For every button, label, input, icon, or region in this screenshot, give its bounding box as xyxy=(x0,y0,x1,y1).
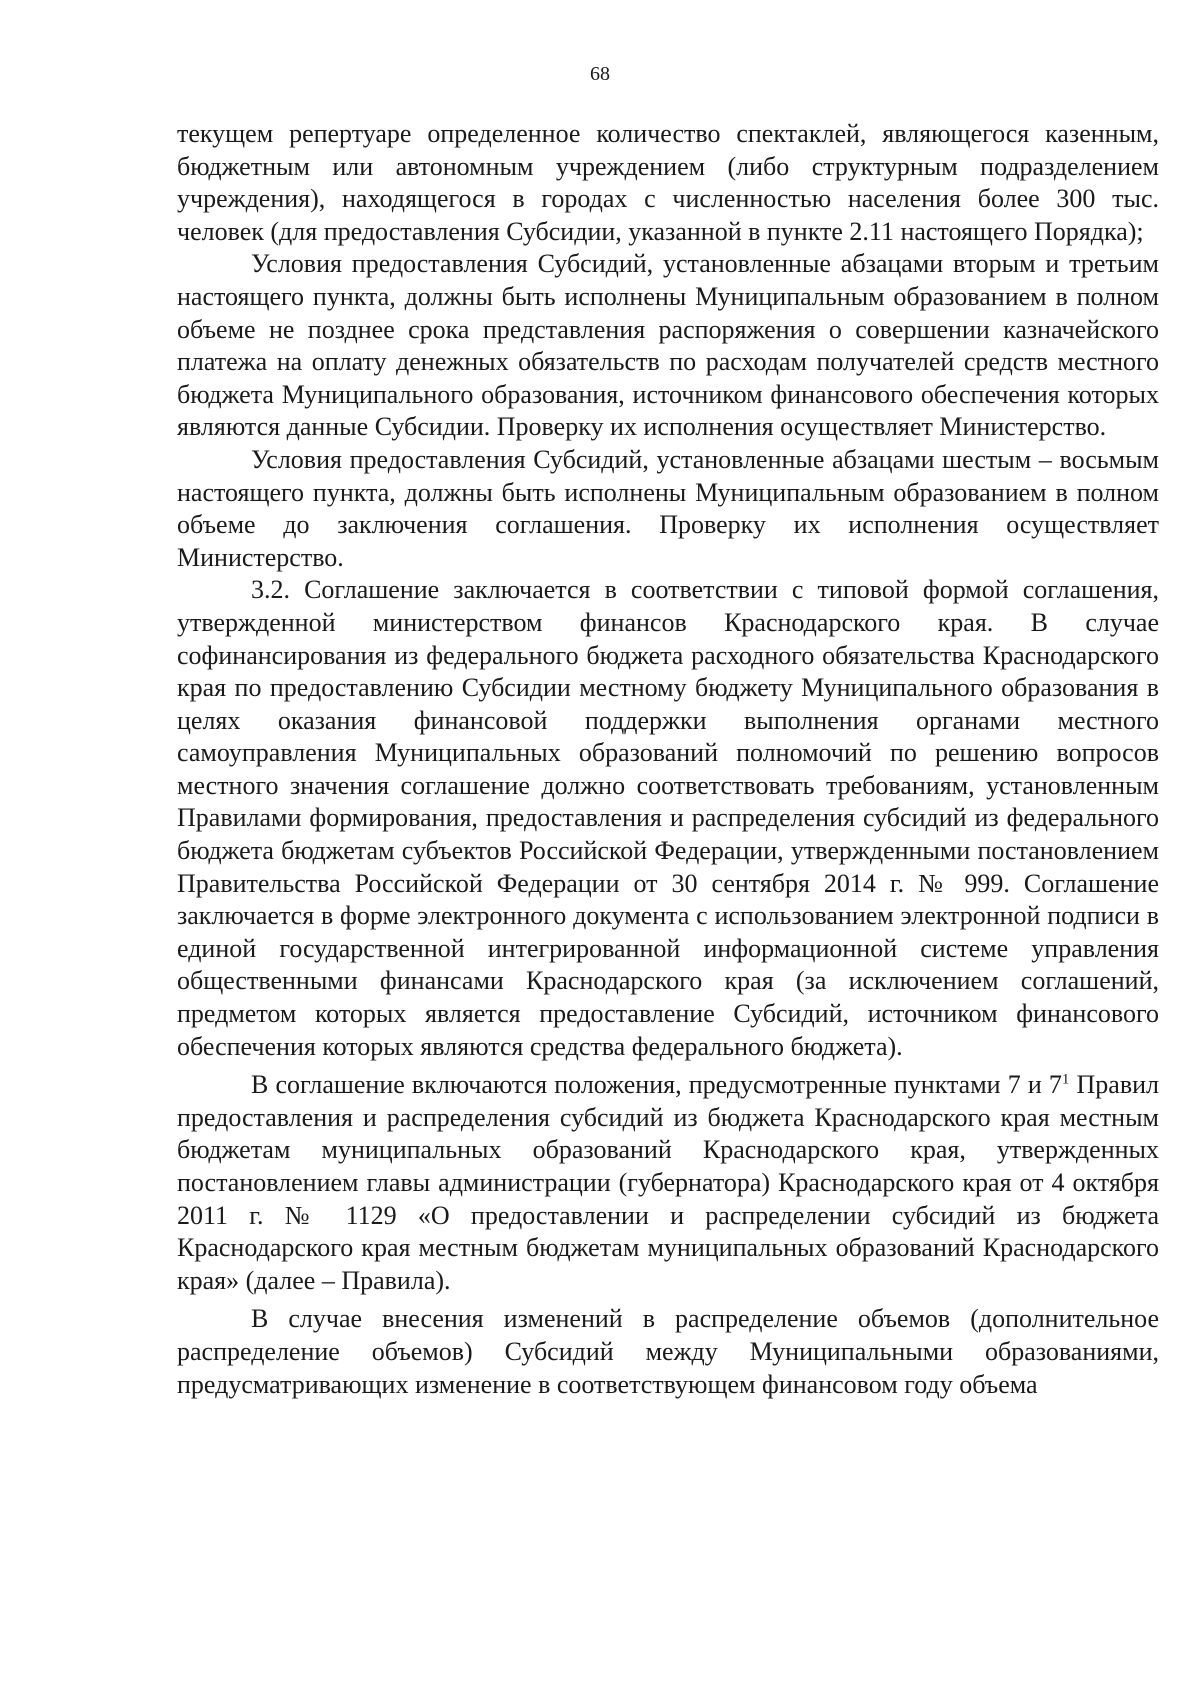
page-number: 68 xyxy=(590,63,610,85)
paragraph-6: В случае внесения изменений в распределение объемов (дополнительное распределение объемов) Субсидий между Муниципальными образованиями, предусматривающих изменение в соответствующем финансовом году объема xyxy=(177,1304,1159,1399)
paragraph-2: Условия предоставления Субсидий, установленные абзацами вторым и третьим настоящего пункта, должны быть исполнены Муниципальным образованием в полном объеме не позднее срока представления распоряжения о совершении казначейского платежа на оплату денежных обязательств по расходам получателей средств местного бюджета Муниципального образования, источником финансового обеспечения которых являются данные Субсидии. Проверку их исполнения осуществляет Министерство. xyxy=(177,249,1159,442)
document-body xyxy=(177,118,1159,1401)
paragraph-5-text: В соглашение включаются положения, предусмотренные пунктами 7 и 7 xyxy=(251,1070,1062,1100)
paragraph-1: текущем репертуаре определенное количество спектаклей, являющегося казенным, бюджетным или автономным учреждением (либо структурным подразделением учреждения), находящегося в городах с численностью населения более 300 тыс. человек (для предоставления Субсидии, указанной в пункте 2.11 настоящего Порядка); xyxy=(177,119,1159,246)
superscript: 1 xyxy=(1061,1071,1070,1088)
paragraph-4: 3.2. Соглашение заключается в соответствии с типовой формой соглашения, утвержденной министерством финансов Краснодарского края. В случае софинансирования из федерального бюджета расходного обязательства Краснодарского края по предоставлению Субсидии местному бюджету Муниципального образования в целях оказания финансовой поддержки выполнения органами местного самоуправления Муниципальных образований полномочий по решению вопросов местного значения соглашение должно соответствовать требованиям, установленным Правилами формирования, предоставления и распределения субсидий из федерального бюджета бюджетам субъектов Российской Федерации, утвержденными постановлением Правительства Российской Федерации от 30 сентября 2014 г. № 999. Соглашение заключается в форме электронного документа с использованием электронной подписи в единой государственной интегрированной информационной системе управления общественными финансами Краснодарского края (за исключением соглашений, предметом которых является предоставление Субсидий, источником финансового обеспечения которых являются средства федерального бюджета). xyxy=(177,575,1159,1061)
paragraph-5-continuation: Правил предоставления и распределения субсидий из бюджета Краснодарского края местным бюджетам муниципальных образований Краснодарского края, утвержденных постановлением главы администрации (губернатора) Краснодарского края от 4 октября 2011 г. № 1129 «О предоставлении и распределении субсидий из бюджета Краснодарского края местным бюджетам муниципальных образований Краснодарского края» (далее – Правила). xyxy=(177,1070,1160,1295)
paragraph-5 xyxy=(177,1069,1159,1297)
paragraph-3: Условия предоставления Субсидий, установленные абзацами шестым – восьмым настоящего пункта, должны быть исполнены Муниципальным образованием в полном объеме до заключения соглашения. Проверку их исполнения осуществляет Министерство. xyxy=(177,444,1159,572)
